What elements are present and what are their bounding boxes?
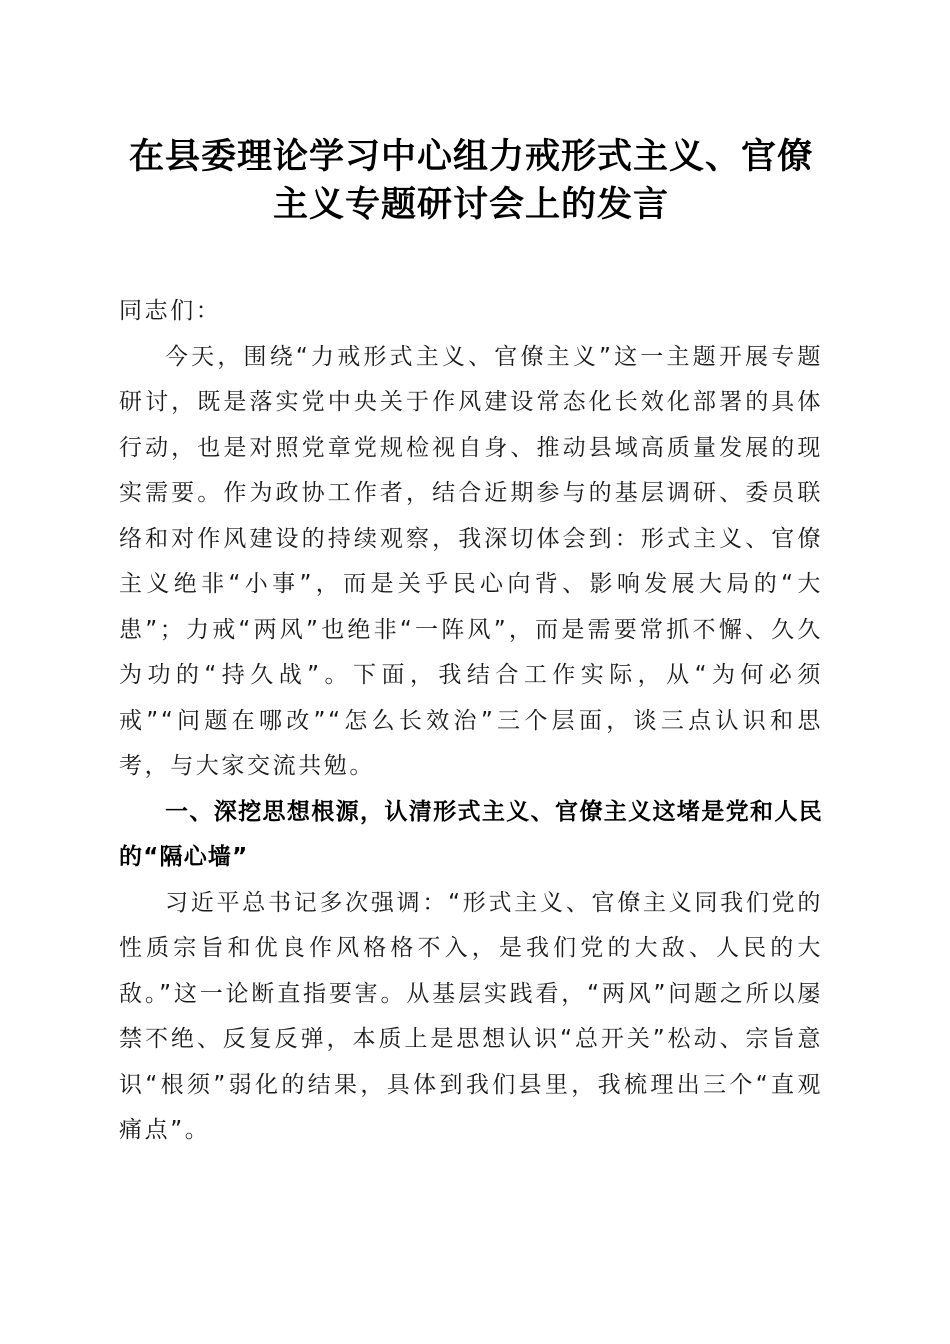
section-1-paragraph: 习近平总书记多次强调：“形式主义、官僚主义同我们党的性质宗旨和优良作风格格不入，是我们党的大敌、人民的大敌。”这一论断直指要害。从基层实践看，“两风”问题之所以屡禁不绝、反复反弹，本质上是思想认识“总开关”松动、宗旨意识“根须”弱化的结果，具体到我们县里，我梳理出三个“直观痛点”。 xyxy=(119,889,823,1143)
intro-paragraph: 今天，围绕“力戒形式主义、官僚主义”这一主题开展专题研讨，既是落实党中央关于作风建设常态化长效化部署的具体行动，也是对照党章党规检视自身、推动县域高质量发展的现实需要。作为政协工作者，结合近期参与的基层调研、委员联络和对作风建设的持续观察，我深切体会到：形式主义、官僚主义绝非“小事”，而是关乎民心向背、影响发展大局的“大患”；力戒“两风”也绝非“一阵风”，而是需要常抓不懈、久久为功的“持久战”。下面，我结合工作实际，从“为何必须戒”“问题在哪改”“怎么长效治”三个层面，谈三点认识和思考，与大家交流共勉。 xyxy=(119,343,823,779)
salutation: 同志们： xyxy=(119,298,222,324)
section-heading-1: 一、深挖思想根源，认清形式主义、官僚主义这堵是党和人民的“隔心墙” xyxy=(119,798,823,870)
document-body xyxy=(119,133,823,1154)
document-title: 在县委理论学习中心组力戒形式主义、官僚主义专题研讨会上的发言 xyxy=(128,136,813,225)
